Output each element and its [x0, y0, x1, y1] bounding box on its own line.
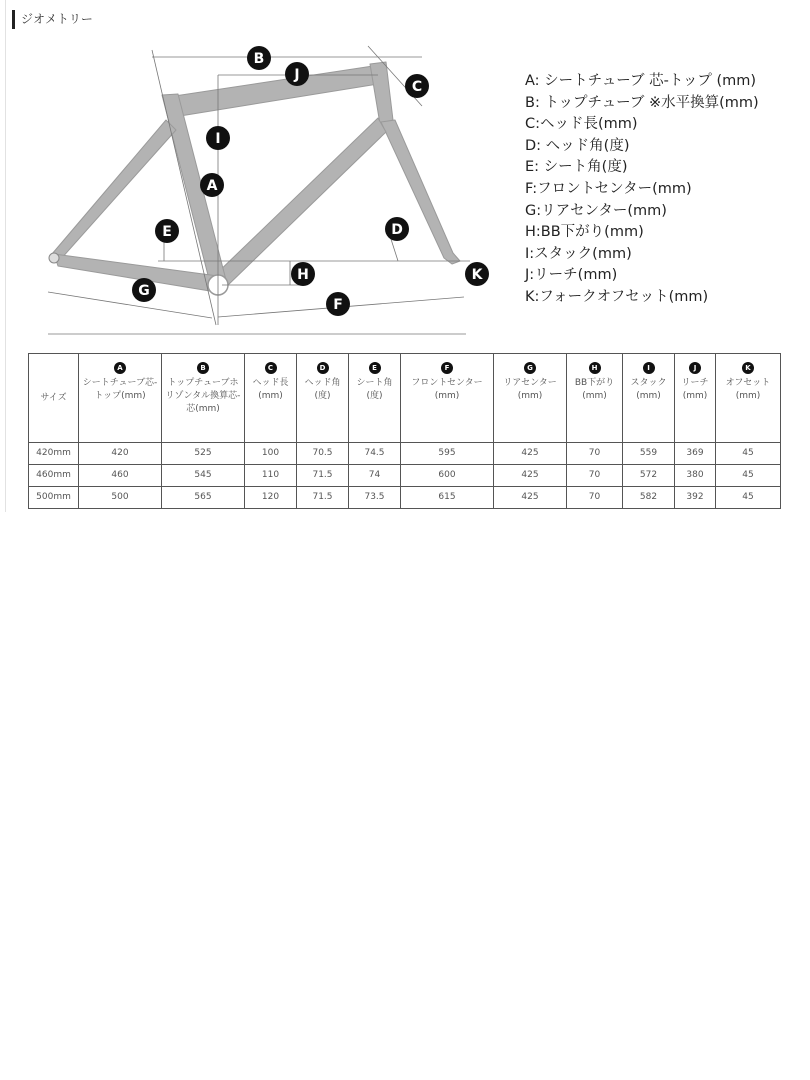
frame-geometry-diagram [40, 40, 483, 340]
header-cell: G リアセンター(mm) [494, 354, 567, 443]
svg-text:I: I [215, 131, 221, 147]
badge-g-icon: G [524, 362, 536, 374]
badge-b-icon: B [197, 362, 209, 374]
table-cell: 73.5 [349, 487, 401, 509]
svg-text:B: B [253, 51, 265, 67]
header-cell: H BB下がり(mm) [567, 354, 623, 443]
header-cell: D ヘッド角(度) [297, 354, 349, 443]
badge-g [132, 278, 156, 302]
badge-e [155, 219, 179, 243]
header-cell: C ヘッド長(mm) [245, 354, 297, 443]
legend-item: A: シートチューブ 芯-トップ (mm) [525, 73, 757, 89]
size-cell: 500mm [29, 487, 79, 509]
table-cell: 100 [245, 443, 297, 465]
table-header-row [29, 354, 781, 443]
badge-c-icon: C [265, 362, 277, 374]
table-cell: 380 [675, 465, 716, 487]
table-cell: 70 [567, 443, 623, 465]
badge-e-icon: E [369, 362, 381, 374]
badge-f-icon: F [441, 362, 453, 374]
table-cell: 600 [401, 465, 494, 487]
table-cell: 559 [623, 443, 675, 465]
badge-i [206, 126, 230, 150]
size-cell: 420mm [29, 443, 79, 465]
svg-text:H: H [297, 267, 309, 283]
table-cell: 71.5 [297, 487, 349, 509]
legend-item: F:フロントセンター(mm) [525, 180, 692, 197]
geometry-legend [525, 71, 759, 309]
legend-item: K:フォークオフセット(mm) [525, 288, 709, 305]
badge-c [405, 74, 429, 98]
head-tube [370, 62, 393, 124]
table-cell: 71.5 [297, 465, 349, 487]
table-cell: 70.5 [297, 443, 349, 465]
badge-a [200, 173, 224, 197]
legend-item: C:ヘッド長(mm) [525, 116, 638, 133]
badge-a-icon: A [114, 362, 126, 374]
table-cell: 615 [401, 487, 494, 509]
dimension-g-line [48, 292, 212, 318]
legend-item: H:BB下がり(mm) [525, 224, 644, 241]
section-title: ジオメトリー [12, 10, 93, 29]
badge-d [385, 217, 409, 241]
table-cell: 460 [79, 465, 162, 487]
table-cell: 572 [623, 465, 675, 487]
badge-f [326, 292, 350, 316]
legend-item: J:リーチ(mm) [525, 267, 618, 284]
table-cell: 525 [162, 443, 245, 465]
badge-h [291, 262, 315, 286]
badge-j [285, 62, 309, 86]
table-cell: 45 [716, 487, 781, 509]
badge-d-icon: D [317, 362, 329, 374]
badge-k-icon: K [742, 362, 754, 374]
legend-item: E: シート角(度) [525, 159, 628, 176]
table-cell: 110 [245, 465, 297, 487]
table-cell: 369 [675, 443, 716, 465]
header-cell: B トップチューブホリゾンタル換算芯-芯(mm) [162, 354, 245, 443]
table-row [29, 487, 781, 509]
table-cell: 500 [79, 487, 162, 509]
table-row [29, 443, 781, 465]
rear-dropout [49, 253, 59, 263]
svg-text:E: E [162, 224, 172, 240]
page-left-rule [5, 0, 6, 512]
legend-item: D: ヘッド角(度) [525, 137, 630, 154]
table-cell: 565 [162, 487, 245, 509]
table-cell: 74 [349, 465, 401, 487]
table-cell: 595 [401, 443, 494, 465]
svg-text:D: D [391, 222, 403, 238]
table-cell: 45 [716, 443, 781, 465]
badge-h-icon: H [589, 362, 601, 374]
size-cell: 460mm [29, 465, 79, 487]
table-cell: 425 [494, 443, 567, 465]
svg-text:F: F [333, 297, 343, 313]
table-cell: 74.5 [349, 443, 401, 465]
header-size: サイズ [29, 354, 79, 443]
svg-text:A: A [206, 178, 218, 194]
geometry-table [28, 353, 781, 509]
header-cell: J リーチ(mm) [675, 354, 716, 443]
svg-text:C: C [411, 79, 423, 95]
table-cell: 392 [675, 487, 716, 509]
legend-item: G:リアセンター(mm) [525, 202, 667, 219]
svg-text:K: K [471, 267, 483, 283]
header-cell: E シート角(度) [349, 354, 401, 443]
table-cell: 70 [567, 465, 623, 487]
table-cell: 45 [716, 465, 781, 487]
fork [381, 120, 460, 264]
table-row [29, 465, 781, 487]
badge-k [465, 262, 489, 286]
badge-j-icon: J [689, 362, 701, 374]
legend-item: I:スタック(mm) [525, 245, 632, 262]
header-cell: K オフセット(mm) [716, 354, 781, 443]
table-cell: 545 [162, 465, 245, 487]
header-cell: A シートチューブ芯-トップ(mm) [79, 354, 162, 443]
top-tube [168, 66, 378, 116]
table-cell: 420 [79, 443, 162, 465]
header-cell: I スタック(mm) [623, 354, 675, 443]
badge-i-icon: I [643, 362, 655, 374]
table-cell: 582 [623, 487, 675, 509]
legend-item: B: トップチューブ ※水平換算(mm) [525, 94, 759, 111]
table-cell: 425 [494, 465, 567, 487]
badge-b [247, 46, 271, 70]
table-cell: 425 [494, 487, 567, 509]
down-tube [212, 118, 386, 287]
seat-stay [52, 120, 176, 260]
header-cell: F フロントセンター(mm) [401, 354, 494, 443]
svg-text:G: G [138, 283, 150, 299]
table-cell: 120 [245, 487, 297, 509]
svg-text:J: J [294, 67, 300, 83]
table-cell: 70 [567, 487, 623, 509]
